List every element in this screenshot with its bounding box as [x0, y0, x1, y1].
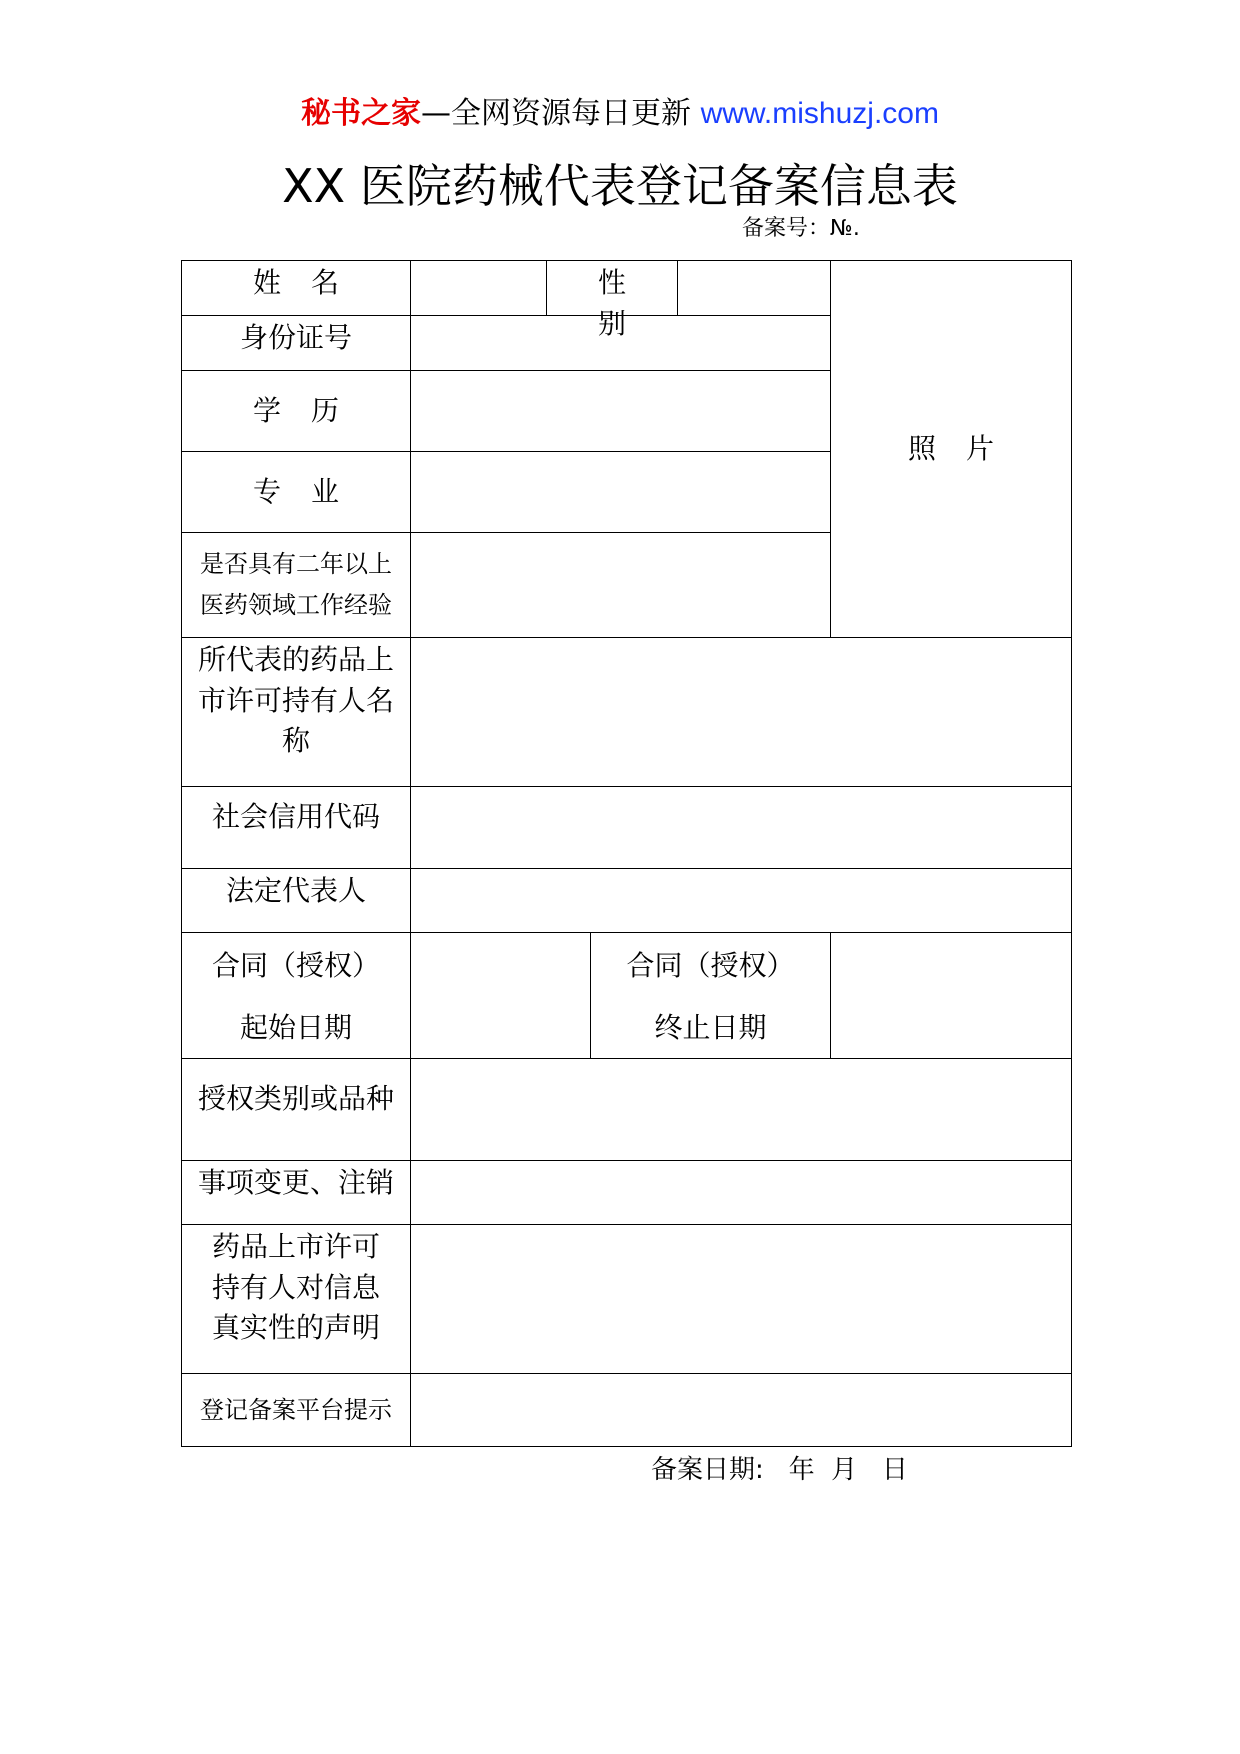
gender-field[interactable] — [678, 260, 831, 316]
contract-start-label-cell — [181, 933, 411, 1059]
holder-label-cell — [181, 638, 411, 787]
header-tagline: —全网资源每日更新 — [421, 96, 692, 131]
gender-label: 性别 — [597, 266, 656, 340]
holder-label-line2: 市许可持有人名 — [197, 683, 394, 717]
major-field[interactable] — [411, 452, 831, 533]
gender-label-cell — [547, 260, 678, 340]
legal-rep-field[interactable] — [411, 869, 1072, 933]
legal-rep-label-cell — [181, 869, 411, 933]
record-date-label: 备案日期: — [651, 1455, 764, 1485]
experience-field[interactable] — [411, 533, 831, 638]
declaration-label-line1: 药品上市许可 — [211, 1230, 380, 1263]
holder-name-field[interactable] — [411, 638, 1072, 787]
credit-code-label: 社会信用代码 — [211, 800, 380, 833]
declaration-label-line2: 持有人对信息 — [211, 1270, 380, 1304]
contract-end-label-line2: 终止日期 — [654, 1010, 767, 1044]
contract-start-label-line2: 起始日期 — [239, 1010, 352, 1044]
experience-label-cell — [181, 533, 411, 638]
id-label: 身份证号 — [239, 321, 352, 354]
declaration-field[interactable] — [411, 1225, 1072, 1374]
auth-type-label-cell — [181, 1059, 411, 1161]
auth-type-label: 授权类别或品种 — [197, 1082, 394, 1115]
record-number-label: 备案号：№. — [742, 216, 860, 241]
declaration-label-line3: 真实性的声明 — [211, 1311, 380, 1345]
platform-tip-field[interactable] — [411, 1374, 1072, 1447]
holder-label-line3: 称 — [281, 724, 310, 758]
credit-code-label-cell — [181, 787, 411, 869]
changes-label-cell — [181, 1161, 411, 1225]
photo-label: 照片 — [907, 431, 1024, 465]
id-label-cell — [181, 316, 411, 371]
name-field[interactable] — [411, 260, 547, 316]
record-date-year: 年 — [788, 1455, 815, 1485]
credit-code-field[interactable] — [411, 787, 1072, 869]
education-label: 学历 — [252, 393, 369, 427]
photo-cell[interactable] — [831, 260, 1072, 638]
holder-label-line1: 所代表的药品上 — [197, 643, 394, 676]
legal-rep-label: 法定代表人 — [225, 874, 366, 907]
auth-type-field[interactable] — [411, 1059, 1072, 1161]
experience-label-line2: 医药领域工作经验 — [200, 591, 392, 619]
education-field[interactable] — [411, 371, 831, 452]
site-url-link[interactable]: www.mishuzj.com — [700, 97, 939, 130]
platform-tip-label: 登记备案平台提示 — [200, 1395, 392, 1424]
changes-label: 事项变更、注销 — [197, 1166, 394, 1199]
platform-tip-label-cell — [181, 1374, 411, 1447]
record-date-month: 月 — [831, 1455, 858, 1485]
name-label: 姓名 — [252, 266, 369, 299]
name-label-cell — [181, 260, 411, 316]
declaration-label-cell — [181, 1225, 411, 1374]
registration-form — [181, 260, 1072, 1448]
major-label-cell — [181, 452, 411, 533]
contract-end-field[interactable] — [831, 933, 1072, 1059]
experience-label-line1: 是否具有二年以上 — [200, 550, 392, 579]
contract-start-field[interactable] — [411, 933, 591, 1059]
contract-end-label-line1: 合同（授权） — [626, 949, 795, 982]
changes-field[interactable] — [411, 1161, 1072, 1225]
page-title: XX 医院药械代表登记备案信息表 — [282, 159, 958, 213]
contract-end-label-cell — [591, 933, 831, 1059]
site-header — [0, 88, 1240, 132]
brand-name: 秘书之家 — [301, 96, 422, 131]
record-date-day: 日 — [881, 1455, 908, 1485]
record-date-line — [651, 1449, 908, 1486]
education-label-cell — [181, 371, 411, 452]
major-label: 专业 — [252, 474, 369, 508]
id-number-field[interactable] — [411, 316, 831, 371]
contract-start-label-line1: 合同（授权） — [211, 949, 380, 982]
